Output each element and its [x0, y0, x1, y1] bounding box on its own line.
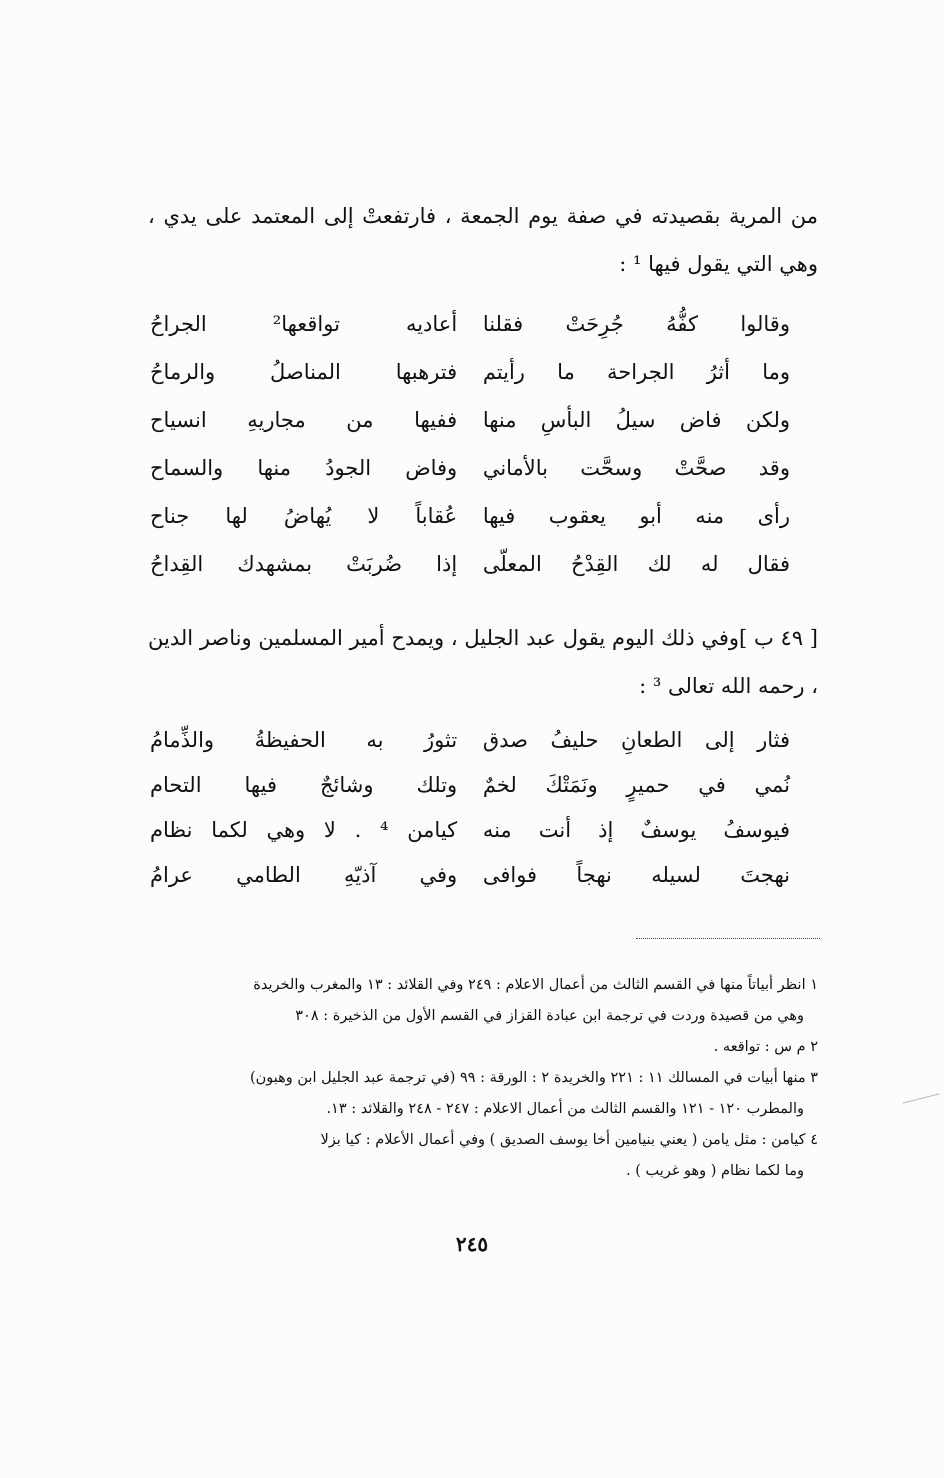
footnote-2: ٢ م س : تواقعه . — [713, 1039, 818, 1055]
verse-line — [150, 808, 790, 853]
second-hemistich: وفاض الجودُ منها والسماح — [150, 456, 458, 480]
verse-line — [150, 396, 790, 444]
footnote-3-continued: والمطرب ١٢٠ - ١٢١ والقسم الثالث من أعمال الاعلام : ٢٤٧ - ٢٤٨ والقلائد : ١٣. — [326, 1101, 804, 1117]
footnote-1-continued: وهي من قصيدة وردت في ترجمة ابن عبادة القزاز في القسم الأول من الذخيرة : ٣٠٨ — [295, 1008, 804, 1024]
second-hemistich: كيامن ⁴ . لا وهي لكما نظام — [150, 818, 458, 842]
first-hemistich: وما أثرُ الجراحة ما رأيتم — [482, 360, 790, 384]
second-paragraph: [ ٤٩ ب ]وفي ذلك اليوم يقول عبد الجليل ، ويمدح أمير المسلمين وناصر الدين ، رحمه الله تعالى ³ : — [148, 626, 818, 698]
page-number: ٢٤٥ — [455, 1232, 489, 1256]
footnote-4-continued: وما لكما نظام ( وهو غريب ) . — [626, 1163, 804, 1179]
poem-first — [150, 300, 790, 588]
verse-line — [150, 763, 790, 808]
second-hemistich: تثورُ به الحفيظةُ والذِّمامُ — [150, 728, 458, 752]
first-hemistich: نهجتَ لسيله نهجاً فوافى — [482, 863, 790, 887]
poem-second — [150, 718, 790, 898]
first-hemistich: فيوسفُ يوسفٌ إذ أنت منه — [482, 818, 790, 842]
verse-line — [150, 348, 790, 396]
second-hemistich: أعاديه تواقعها² الجراحُ — [150, 312, 458, 336]
footnote-3: ٣ منها أبيات في المسالك ١١ : ٢٢١ والخريدة ٢ : الورقة : ٩٩ (في ترجمة عبد الجليل ابن وهبون) — [249, 1070, 818, 1086]
second-hemistich: وتلك وشائجٌ فيها التحام — [150, 773, 458, 797]
first-hemistich: رأى منه أبو يعقوب فيها — [482, 504, 790, 528]
verse-line — [150, 718, 790, 763]
first-hemistich: فثار إلى الطعانِ حليفُ صدق — [482, 728, 790, 752]
verse-line — [150, 300, 790, 348]
margin-mark — [902, 1093, 939, 1103]
verse-line — [150, 492, 790, 540]
footnote-separator — [636, 938, 820, 939]
footnote-4: ٤ كيامن : مثل يامن ( يعني بنيامين أخا يوسف الصديق ) وفي أعمال الأعلام : كيا بزلا — [320, 1132, 818, 1148]
first-hemistich: نُمي في حميرٍ ونَمَتْكَ لخمٌ — [482, 773, 790, 797]
verse-line — [150, 853, 790, 898]
first-hemistich: ولكن فاض سيلُ البأسِ منها — [482, 408, 790, 432]
footnotes — [148, 970, 818, 1187]
footnote-1: ١ انظر أبياتاً منها في القسم الثالث من أعمال الاعلام : ٢٤٩ وفي القلائد : ١٣ والمغرب والخريدة — [253, 977, 818, 993]
second-hemistich: وفي آذيّهِ الطامي عرامُ — [150, 863, 458, 887]
second-hemistich: عُقاباً لا يُهاضُ لها جناح — [150, 504, 458, 528]
second-hemistich: إذا ضُربَتْ بمشهدك القِداحُ — [150, 552, 458, 576]
first-hemistich: وقد صحَّتْ وسحَّت بالأماني — [482, 456, 790, 480]
verse-line — [150, 444, 790, 492]
intro-paragraph: من المرية بقصيدته في صفة يوم الجمعة ، فارتفعتْ إلى المعتمد على يدي ، وهي التي يقول فيها ¹ : — [148, 204, 818, 276]
first-hemistich: وقالوا كفُّهُ جُرِحَتْ فقلنا — [482, 312, 790, 336]
second-hemistich: ففيها من مجاريهِ انسياح — [150, 408, 458, 432]
verse-line — [150, 540, 790, 588]
first-hemistich: فقال له لك القِدْحُ المعلّى — [482, 552, 790, 576]
second-hemistich: فترهبها المناصلُ والرماحُ — [150, 360, 458, 384]
